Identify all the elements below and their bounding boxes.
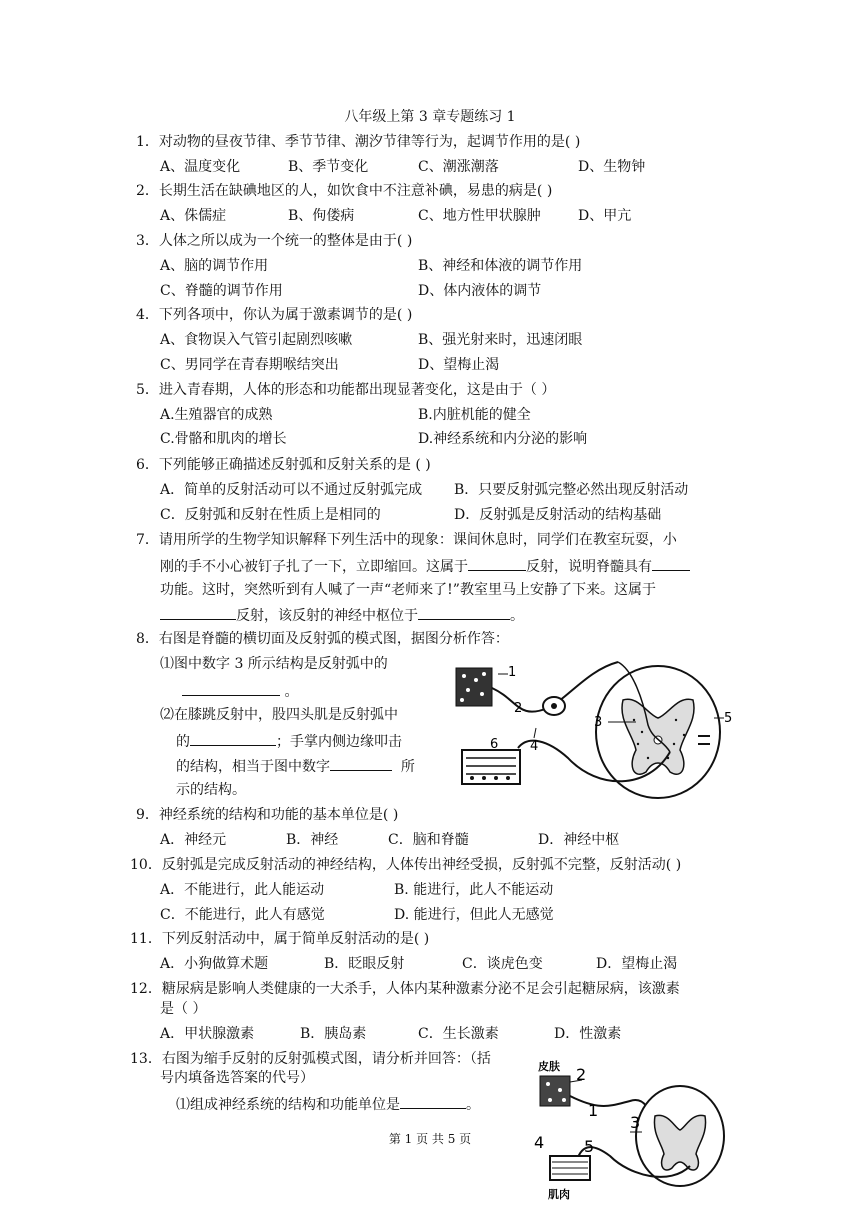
question-3-option-c: C、脊髓的调节作用: [160, 283, 283, 299]
question-8-part-1-answer: [182, 681, 298, 701]
question-4-option-d: D、望梅止渴: [418, 357, 500, 373]
answer-blank[interactable]: [468, 556, 526, 571]
question-12-option-b: B．胰岛素: [300, 1026, 367, 1042]
question-9-option-b: B．神经: [286, 832, 339, 848]
question-7-line-2a: 刚的手不小心被钉子扎了一下，立即缩回。这属于: [160, 559, 468, 575]
punctuation: 。: [284, 684, 299, 700]
spinal-cord-reflex-arc-figure: [448, 640, 738, 805]
figure-13-label-1: 1: [588, 1101, 599, 1120]
question-5-option-c: C.骨骼和肌肉的增长: [160, 431, 287, 447]
question-3-option-b: B、神经和体液的调节作用: [418, 258, 583, 274]
question-1-stem: 1．对动物的昼夜节律、季节节律、潮汐节律等行为，起调节作用的是( ): [136, 134, 581, 150]
question-6-option-a: A．简单的反射活动可以不通过反射弧完成: [160, 482, 423, 498]
question-13-stem-line-2: 号内填备选答案的代号）: [160, 1070, 314, 1086]
figure-label-6: 6: [490, 737, 499, 752]
question-4-option-a: A、食物误入气管引起剧烈咳嗽: [160, 332, 353, 348]
skin-label: 皮肤: [538, 1060, 560, 1073]
question-11-option-c: C．谈虎色变: [462, 956, 543, 972]
muscle-label: 肌肉: [548, 1188, 570, 1201]
question-9-option-c: C．脑和脊髓: [388, 832, 469, 848]
answer-blank[interactable]: [652, 556, 690, 571]
page-title: 八年级上第 3 章专题练习 1: [344, 109, 516, 125]
page-footer: 第 1 页 共 5 页: [388, 1132, 472, 1146]
question-5-option-a: A.生殖器官的成熟: [160, 407, 273, 423]
figure-label-3: 3: [594, 715, 603, 730]
question-11-option-d: D．望梅止渴: [596, 956, 678, 972]
question-5-stem: 5．进入青春期，人体的形态和功能都出现显著变化，这是由于（ ）: [136, 382, 556, 398]
question-12-stem-line-1: 12．糖尿病是影响人类健康的一大杀手，人体内某种激素分泌不足会引起糖尿病，该激素: [130, 981, 680, 997]
figure-13-label-2: 2: [576, 1065, 587, 1084]
question-10-stem: 10．反射弧是完成反射活动的神经结构，人体传出神经受损，反射弧不完整，反射活动( ): [130, 857, 682, 873]
question-8-part-2f: 示的结构。: [176, 782, 246, 798]
question-13-part-1: [176, 1094, 480, 1114]
answer-blank[interactable]: [418, 605, 510, 620]
question-7-line-2b: 反射，说明脊髓具有: [526, 559, 652, 575]
punctuation: 。: [466, 1097, 480, 1113]
figure-13-label-5: 5: [584, 1137, 595, 1156]
question-7-line-1: 7．请用所学的生物学知识解释下列生活中的现象：课间休息时，同学们在教室玩耍，小: [136, 532, 677, 548]
question-1-option-a: A、温度变化: [160, 159, 241, 175]
question-8-stem: 8．右图是脊髓的横切面及反射弧的模式图，据图分析作答：: [136, 631, 509, 647]
question-8-part-2b: [176, 731, 402, 751]
question-6-option-b: B．只要反射弧完整必然出现反射活动: [454, 482, 689, 498]
question-5-option-b: B.内脏机能的健全: [418, 407, 531, 423]
question-1-option-c: C、潮涨潮落: [418, 159, 499, 175]
question-3-stem: 3．人体之所以成为一个统一的整体是由于( ): [136, 233, 413, 249]
question-6-option-d: D．反射弧是反射活动的结构基础: [454, 507, 662, 523]
answer-blank[interactable]: [330, 756, 392, 771]
question-5-option-d: D.神经系统和内分泌的影响: [418, 431, 588, 447]
question-12-option-d: D．性激素: [554, 1026, 622, 1042]
question-6-stem: 6．下列能够正确描述反射弧和反射关系的是 ( ): [136, 457, 431, 473]
question-7-line-4a: 反射，该反射的神经中枢位于: [236, 608, 418, 624]
question-1-option-b: B、季节变化: [288, 159, 369, 175]
question-10-option-b: B. 能进行，此人不能运动: [394, 882, 554, 898]
question-8-part-2c-text: ；手掌内侧边缘叩击: [276, 734, 402, 750]
question-11-stem: 11．下列反射活动中，属于简单反射活动的是( ): [130, 931, 430, 947]
answer-blank[interactable]: [190, 731, 276, 746]
question-10-option-c: C．不能进行，此人有感觉: [160, 907, 325, 923]
question-1-option-d: D、生物钟: [578, 159, 646, 175]
question-2-option-d: D、甲亢: [578, 208, 632, 224]
question-9-option-d: D．神经中枢: [538, 832, 620, 848]
figure-label-2: 2: [514, 701, 523, 716]
question-2-option-a: A、侏儒症: [160, 208, 227, 224]
answer-blank[interactable]: [400, 1094, 466, 1109]
question-12-option-a: A．甲状腺激素: [160, 1026, 255, 1042]
question-12-option-c: C．生长激素: [418, 1026, 499, 1042]
question-8-part-2b-text: 的: [176, 734, 190, 750]
question-4-stem: 4．下列各项中，你认为属于激素调节的是( ): [136, 307, 413, 323]
question-11-option-b: B．眨眼反射: [324, 956, 405, 972]
question-11-option-a: A．小狗做算术题: [160, 956, 269, 972]
question-2-option-c: C、地方性甲状腺肿: [418, 208, 541, 224]
question-12-stem-line-2: 是（ ）: [160, 1001, 207, 1017]
figure-label-4: 4: [530, 739, 539, 754]
question-4-option-b: B、强光射来时，迅速闭眼: [418, 332, 583, 348]
figure-13-label-4: 4: [534, 1133, 545, 1152]
question-13-part-1-text: ⑴组成神经系统的结构和功能单位是: [176, 1097, 400, 1113]
question-7-line-4: [160, 605, 524, 625]
question-2-option-b: B、佝偻病: [288, 208, 355, 224]
question-3-option-d: D、体内液体的调节: [418, 283, 542, 299]
question-8-part-2a: ⑵在膝跳反射中，股四头肌是反射弧中: [160, 707, 398, 723]
question-10-option-a: A．不能进行，此人能运动: [160, 882, 325, 898]
question-10-option-d: D. 能进行，但此人无感觉: [394, 907, 554, 923]
question-7-line-3: 功能。这时，突然听到有人喊了一声“老师来了!”教室里马上安静了下来。这属于: [160, 582, 656, 598]
question-8-part-2e-text: 所: [400, 759, 415, 775]
question-8-part-2d-text: 的结构，相当于图中数字: [176, 759, 330, 775]
question-9-option-a: A．神经元: [160, 832, 227, 848]
skin-patch: [540, 1076, 570, 1106]
question-9-stem: 9．神经系统的结构和功能的基本单位是( ): [136, 807, 399, 823]
question-2-stem: 2．长期生活在缺碘地区的人，如饮食中不注意补碘，易患的病是( ): [136, 183, 553, 199]
question-7-line-2: [160, 556, 690, 576]
question-8-part-2d: [176, 756, 415, 776]
answer-blank[interactable]: [160, 605, 236, 620]
figure-label-5: 5: [724, 711, 733, 726]
question-13-stem-line-1: 13．右图为缩手反射的反射弧模式图，请分析并回答：（括: [130, 1051, 491, 1067]
question-6-option-c: C．反射弧和反射在性质上是相同的: [160, 507, 381, 523]
figure-13-label-3: 3: [630, 1113, 641, 1132]
question-3-option-a: A、脑的调节作用: [160, 258, 269, 274]
question-7-line-4b: 。: [510, 608, 524, 624]
answer-blank[interactable]: [182, 681, 280, 696]
question-8-part-1: ⑴图中数字 3 所示结构是反射弧中的: [160, 656, 388, 672]
question-4-option-c: C、男同学在青春期喉结突出: [160, 357, 339, 373]
figure-label-1: 1: [508, 665, 517, 680]
